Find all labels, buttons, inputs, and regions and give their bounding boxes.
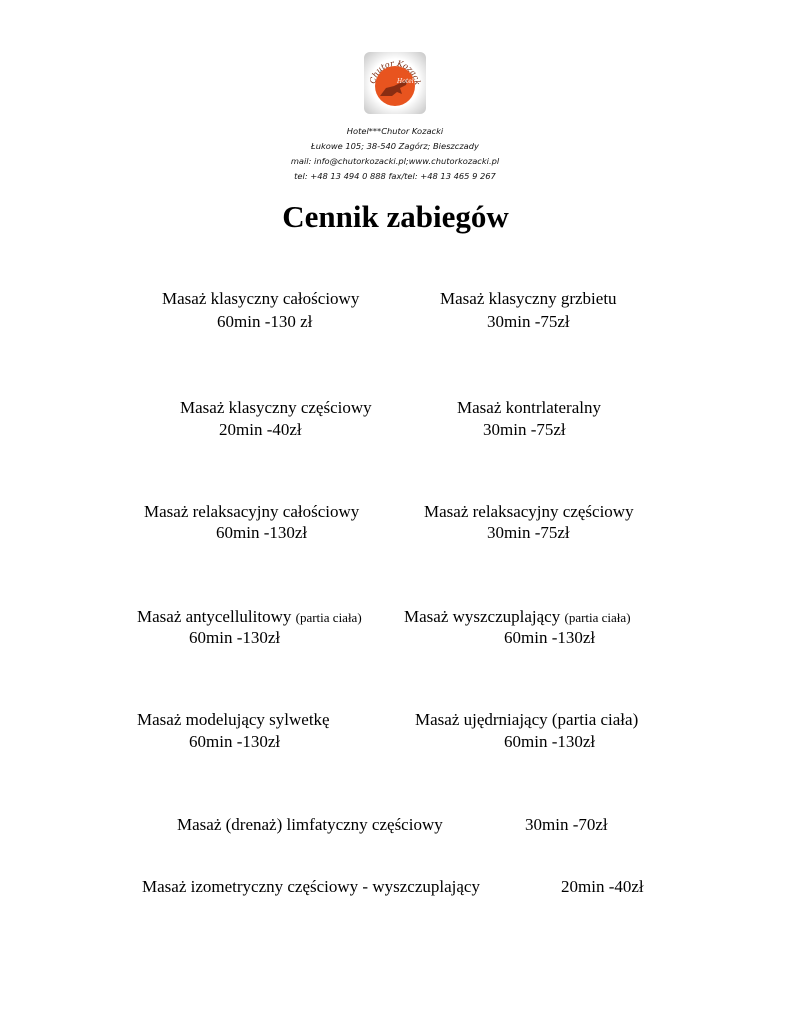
- logo-inner-text: Hotel: [397, 78, 414, 85]
- hotel-phones: tel: +48 13 494 0 888 fax/tel: +48 13 465 9 267: [294, 171, 496, 181]
- service-price: 20min -40zł: [219, 420, 302, 439]
- service-note: (partia ciała): [295, 610, 362, 625]
- service-price: 30min -75zł: [487, 312, 570, 331]
- service-name: Masaż relaksacyjny całościowy: [144, 502, 360, 521]
- service-name: Masaż klasyczny grzbietu: [440, 289, 617, 308]
- service-price: 30min -75zł: [487, 523, 570, 542]
- service-name: [137, 607, 362, 627]
- logo-graphic: [364, 52, 426, 114]
- service-name: Masaż modelujący sylwetkę: [137, 710, 330, 729]
- service-price: 60min -130zł: [189, 732, 281, 751]
- service-name: Masaż (drenaż) limfatyczny częściowy: [177, 815, 443, 834]
- service-price: 30min -70zł: [525, 815, 608, 834]
- service-name-text: Masaż wyszczuplający: [404, 607, 565, 626]
- service-price: 30min -75zł: [483, 420, 566, 439]
- service-name: Masaż kontrlateralny: [457, 398, 601, 417]
- service-name: Masaż ujędrniający (partia ciała): [415, 710, 639, 729]
- service-name: Masaż izometryczny częściowy - wyszczuplający: [142, 877, 480, 896]
- service-note: (partia ciała): [564, 610, 631, 625]
- service-price: 60min -130zł: [504, 628, 596, 647]
- service-price: 60min -130 zł: [217, 312, 313, 331]
- hotel-mail: mail: info@chutorkozacki.pl;www.chutorkozacki.pl: [290, 156, 500, 166]
- service-name: [404, 607, 631, 627]
- service-name-text: Masaż antycellulitowy: [137, 607, 296, 626]
- logo-arc-text: Chutor Kozack: [368, 58, 423, 86]
- service-price: 60min -130zł: [189, 628, 281, 647]
- page-title: Cennik zabiegów: [282, 199, 509, 234]
- service-name: Masaż relaksacyjny częściowy: [424, 502, 634, 521]
- service-price: 60min -130zł: [216, 523, 308, 542]
- service-price: 20min -40zł: [561, 877, 644, 896]
- service-price: 60min -130zł: [504, 732, 596, 751]
- hotel-name: Hotel***Chutor Kozacki: [346, 126, 444, 136]
- hotel-address: Łukowe 105; 38-540 Zagórz; Bieszczady: [311, 141, 479, 151]
- service-name: Masaż klasyczny całościowy: [162, 289, 360, 308]
- service-name: Masaż klasyczny częściowy: [180, 398, 372, 417]
- hotel-logo: [364, 52, 426, 114]
